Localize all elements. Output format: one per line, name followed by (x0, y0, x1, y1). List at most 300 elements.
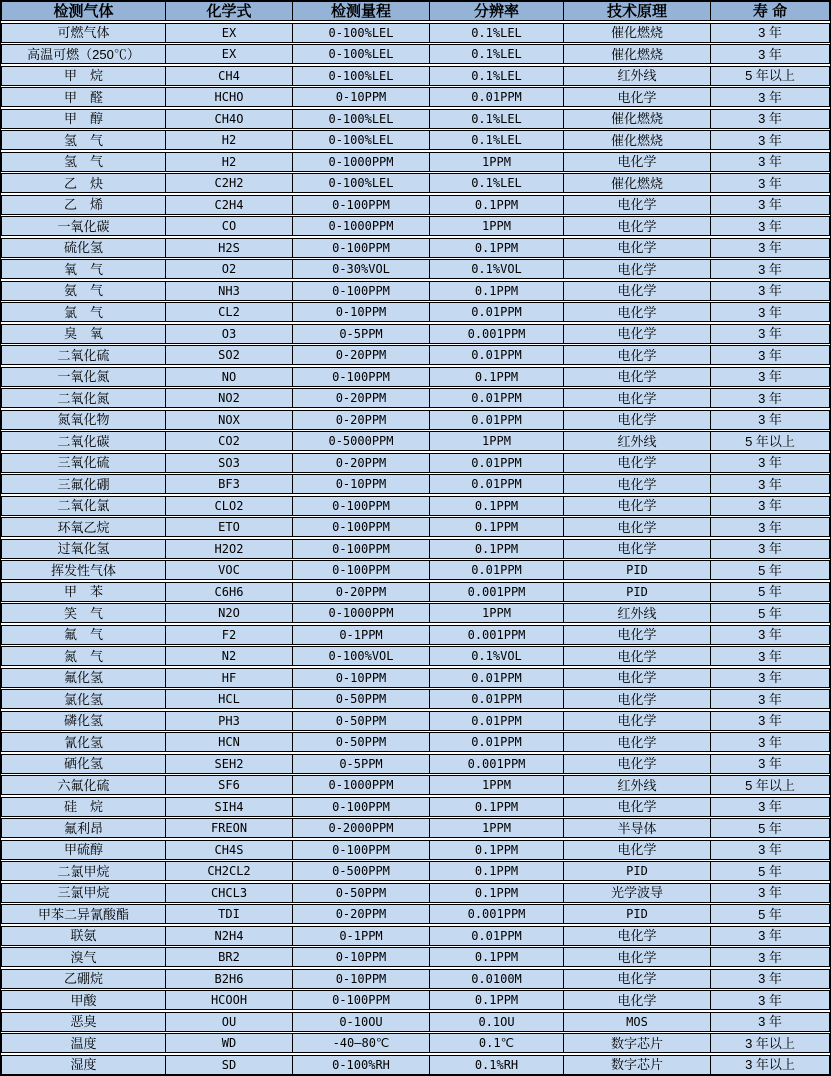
resolution-cell: 0.01PPM (430, 927, 564, 945)
lifespan-cell: 5 年 (758, 863, 782, 879)
resolution-cell: 0.001PPM (430, 626, 564, 644)
principle-cell: 红外线 (564, 604, 711, 622)
lifespan-cell: 3 年 (758, 154, 782, 169)
table-row (1, 560, 830, 580)
resolution-cell: 1PPM (430, 819, 564, 837)
principle-cell: 红外线 (564, 432, 711, 450)
lifespan-cell: 5 年以上 (745, 777, 795, 793)
lifespan-cell: 3 年以上 (745, 1057, 795, 1072)
formula-cell: C6H6 (166, 583, 293, 601)
lifespan-cell: 3 年 (758, 175, 782, 191)
resolution-cell: 0.01PPM (430, 733, 564, 751)
principle-cell: 电化学 (564, 368, 711, 386)
formula-cell: BR2 (166, 948, 293, 966)
resolution-cell: 0.1PPM (430, 368, 564, 386)
gas-name-cell: 一氧化碳 (2, 217, 166, 235)
resolution-cell: 0.1PPM (430, 518, 564, 536)
table-row (1, 754, 830, 774)
range-cell: 0-50PPM (293, 712, 430, 730)
principle-cell: 电化学 (564, 626, 711, 644)
formula-cell: HF (166, 669, 293, 687)
lifespan-cell: 5 年以上 (745, 68, 795, 83)
lifespan-cell: 3 年 (758, 949, 782, 965)
range-cell: 0-100%LEL (293, 110, 430, 128)
formula-cell: NH3 (166, 282, 293, 300)
range-cell: 0-20PPM (293, 905, 430, 923)
gas-name-cell: 臭 氧 (2, 325, 166, 343)
principle-cell: 电化学 (564, 690, 711, 708)
resolution-cell: 0.1OU (430, 1013, 564, 1031)
formula-cell: CH4S (166, 841, 293, 859)
gas-name-cell: 甲 醛 (2, 88, 166, 106)
resolution-cell: 1PPM (430, 776, 564, 794)
formula-cell: CH2CL2 (166, 862, 293, 880)
resolution-cell: 0.01PPM (430, 669, 564, 687)
lifespan-cell: 5 年 (758, 605, 782, 621)
principle-cell: 电化学 (564, 733, 711, 751)
resolution-cell: 0.01PPM (430, 303, 564, 321)
table-row (1, 216, 830, 236)
lifespan-cell: 3 年 (758, 369, 782, 384)
gas-name-cell: 二氧化硫 (2, 346, 166, 364)
resolution-cell: 1PPM (430, 153, 564, 171)
formula-cell: SD (166, 1056, 293, 1074)
principle-cell: 催化燃烧 (564, 174, 711, 192)
formula-cell: H2O2 (166, 540, 293, 558)
range-cell: 0-100%LEL (293, 67, 430, 85)
lifespan-cell: 3 年 (758, 218, 782, 234)
formula-cell: CH4 (166, 67, 293, 85)
resolution-cell: 0.001PPM (430, 755, 564, 773)
range-cell: 0-20PPM (293, 583, 430, 601)
formula-cell: CL2 (166, 303, 293, 321)
lifespan-cell: 3 年 (758, 713, 782, 728)
gas-name-cell: 湿度 (2, 1056, 166, 1074)
range-cell: 0-100PPM (293, 561, 430, 579)
principle-cell: 电化学 (564, 755, 711, 773)
resolution-cell: 0.01PPM (430, 389, 564, 407)
principle-cell: 电化学 (564, 389, 711, 407)
table-row (1, 582, 830, 602)
table-row (1, 474, 830, 494)
range-cell: 0-20PPM (293, 389, 430, 407)
table-row (1, 324, 830, 344)
resolution-cell: 0.1PPM (430, 239, 564, 257)
lifespan-cell: 3 年 (758, 799, 782, 814)
principle-cell: 电化学 (564, 841, 711, 859)
range-cell: 0-100PPM (293, 798, 430, 816)
lifespan-cell: 3 年 (758, 455, 782, 470)
principle-cell: 电化学 (564, 153, 711, 171)
formula-cell: HCHO (166, 88, 293, 106)
resolution-cell: 0.01PPM (430, 712, 564, 730)
lifespan-cell: 3 年 (758, 691, 782, 707)
formula-cell: O3 (166, 325, 293, 343)
gas-name-cell: 二氧化氮 (2, 389, 166, 407)
formula-cell: N2 (166, 647, 293, 665)
lifespan-cell: 3 年 (758, 111, 782, 126)
range-cell: 0-5PPM (293, 325, 430, 343)
principle-cell: 数字芯片 (564, 1034, 711, 1052)
gas-name-cell: 甲苯二异氰酸酯 (2, 905, 166, 923)
table-row (1, 969, 830, 989)
principle-cell: 电化学 (564, 647, 711, 665)
principle-cell: 电化学 (564, 970, 711, 988)
range-cell: 0-100PPM (293, 540, 430, 558)
formula-cell: O2 (166, 260, 293, 278)
resolution-cell: 0.1%VOL (430, 647, 564, 665)
table-row (1, 23, 830, 43)
lifespan-cell: 3 年 (758, 197, 782, 212)
gas-name-cell: 甲 烷 (2, 67, 166, 85)
range-cell: 0-100PPM (293, 991, 430, 1009)
resolution-cell: 0.01PPM (430, 561, 564, 579)
gas-name-cell: 三氯甲烷 (2, 884, 166, 902)
table-row (1, 861, 830, 881)
principle-cell: 电化学 (564, 798, 711, 816)
formula-cell: F2 (166, 626, 293, 644)
lifespan-cell: 5 年 (758, 820, 782, 836)
range-cell: 0-50PPM (293, 884, 430, 902)
table-row (1, 947, 830, 967)
lifespan-cell: 5 年以上 (745, 433, 795, 449)
gas-name-cell: 甲 苯 (2, 583, 166, 601)
table-row (1, 109, 830, 129)
range-cell: 0-2000PPM (293, 819, 430, 837)
table-row (1, 539, 830, 559)
resolution-cell: 1PPM (430, 604, 564, 622)
formula-cell: EX (166, 45, 293, 63)
column-header-gas: 检测气体 (2, 2, 166, 20)
table-row (1, 302, 830, 322)
resolution-cell: 0.1%LEL (430, 45, 564, 63)
gas-name-cell: 氮 气 (2, 647, 166, 665)
table-row (1, 152, 830, 172)
lifespan-cell: 3 年 (758, 46, 782, 62)
principle-cell: 电化学 (564, 669, 711, 687)
range-cell: 0-50PPM (293, 690, 430, 708)
range-cell: 0-100%VOL (293, 647, 430, 665)
formula-cell: CLO2 (166, 497, 293, 515)
lifespan-cell: 3 年 (758, 347, 782, 363)
resolution-cell: 0.1℃ (430, 1034, 564, 1052)
gas-name-cell: 温度 (2, 1034, 166, 1052)
principle-cell: 电化学 (564, 927, 711, 945)
range-cell: 0-10OU (293, 1013, 430, 1031)
range-cell: 0-10PPM (293, 475, 430, 493)
principle-cell: 催化燃烧 (564, 131, 711, 149)
principle-cell: 电化学 (564, 712, 711, 730)
range-cell: 0-100PPM (293, 368, 430, 386)
range-cell: 0-10PPM (293, 948, 430, 966)
resolution-cell: 0.1PPM (430, 196, 564, 214)
resolution-cell: 0.001PPM (430, 583, 564, 601)
formula-cell: CHCL3 (166, 884, 293, 902)
table-row (1, 883, 830, 903)
principle-cell: 电化学 (564, 239, 711, 257)
formula-cell: H2 (166, 131, 293, 149)
resolution-cell: 0.1%LEL (430, 67, 564, 85)
gas-name-cell: 甲硫醇 (2, 841, 166, 859)
table-row (1, 66, 830, 86)
range-cell: 0-10PPM (293, 970, 430, 988)
table-row (1, 281, 830, 301)
table-row (1, 367, 830, 387)
principle-cell: 电化学 (564, 282, 711, 300)
resolution-cell: 0.1PPM (430, 841, 564, 859)
gas-name-cell: 可燃气体 (2, 24, 166, 42)
range-cell: 0-100%RH (293, 1056, 430, 1074)
gas-name-cell: 氟 气 (2, 626, 166, 644)
gas-name-cell: 氧 气 (2, 260, 166, 278)
table-row (1, 345, 830, 365)
gas-name-cell: 三氧化硫 (2, 454, 166, 472)
formula-cell: HCL (166, 690, 293, 708)
gas-name-cell: 一氧化氮 (2, 368, 166, 386)
gas-name-cell: 三氟化硼 (2, 475, 166, 493)
resolution-cell: 0.1%LEL (430, 131, 564, 149)
range-cell: 0-100PPM (293, 196, 430, 214)
principle-cell: 电化学 (564, 325, 711, 343)
resolution-cell: 0.1PPM (430, 948, 564, 966)
table-row (1, 646, 830, 666)
formula-cell: NO2 (166, 389, 293, 407)
table-row (1, 453, 830, 473)
formula-cell: N2H4 (166, 927, 293, 945)
resolution-cell: 0.1PPM (430, 884, 564, 902)
lifespan-cell: 3 年 (758, 842, 782, 857)
table-row (1, 496, 830, 516)
lifespan-cell: 3 年 (758, 132, 782, 148)
range-cell: 0-30%VOL (293, 260, 430, 278)
table-row (1, 797, 830, 817)
table-row (1, 732, 830, 752)
range-cell: 0-10PPM (293, 669, 430, 687)
formula-cell: OU (166, 1013, 293, 1031)
lifespan-cell: 3 年 (758, 1014, 782, 1029)
range-cell: 0-50PPM (293, 733, 430, 751)
resolution-cell: 0.01PPM (430, 346, 564, 364)
lifespan-cell: 3 年 (758, 25, 782, 40)
formula-cell: SO2 (166, 346, 293, 364)
formula-cell: ETO (166, 518, 293, 536)
table-row (1, 87, 830, 107)
gas-name-cell: 环氧乙烷 (2, 518, 166, 536)
gas-name-cell: 笑 气 (2, 604, 166, 622)
table-row (1, 130, 830, 150)
range-cell: 0-100%LEL (293, 24, 430, 42)
gas-name-cell: 硫化氢 (2, 239, 166, 257)
principle-cell: 电化学 (564, 518, 711, 536)
range-cell: 0-1PPM (293, 626, 430, 644)
lifespan-cell: 3 年以上 (745, 1035, 795, 1051)
resolution-cell: 0.1%LEL (430, 24, 564, 42)
range-cell: 0-500PPM (293, 862, 430, 880)
principle-cell: 电化学 (564, 454, 711, 472)
gas-name-cell: 氢 气 (2, 131, 166, 149)
gas-name-cell: 硅 烷 (2, 798, 166, 816)
formula-cell: C2H4 (166, 196, 293, 214)
range-cell: 0-10PPM (293, 303, 430, 321)
table-row (1, 625, 830, 645)
lifespan-cell: 3 年 (758, 519, 782, 535)
principle-cell: 红外线 (564, 776, 711, 794)
table-row (1, 238, 830, 258)
resolution-cell: 0.001PPM (430, 325, 564, 343)
lifespan-cell: 3 年 (758, 734, 782, 750)
lifespan-cell: 5 年 (758, 584, 782, 599)
principle-cell: 电化学 (564, 260, 711, 278)
principle-cell: PID (564, 561, 711, 579)
table-row (1, 926, 830, 946)
range-cell: 0-100%LEL (293, 131, 430, 149)
table-row (1, 775, 830, 795)
formula-cell: SF6 (166, 776, 293, 794)
gas-name-cell: 二氧化碳 (2, 432, 166, 450)
principle-cell: 电化学 (564, 497, 711, 515)
formula-cell: HCN (166, 733, 293, 751)
principle-cell: 电化学 (564, 217, 711, 235)
resolution-cell: 0.1PPM (430, 798, 564, 816)
resolution-cell: 0.1PPM (430, 991, 564, 1009)
gas-name-cell: 二氯甲烷 (2, 862, 166, 880)
formula-cell: FREON (166, 819, 293, 837)
gas-name-cell: 过氧化氢 (2, 540, 166, 558)
principle-cell: 电化学 (564, 540, 711, 558)
range-cell: 0-100PPM (293, 518, 430, 536)
formula-cell: CH4O (166, 110, 293, 128)
range-cell: -40—80℃ (293, 1034, 430, 1052)
principle-cell: 电化学 (564, 411, 711, 429)
lifespan-cell: 3 年 (758, 240, 782, 255)
gas-name-cell: 六氟化硫 (2, 776, 166, 794)
principle-cell: 红外线 (564, 67, 711, 85)
lifespan-cell: 3 年 (758, 283, 782, 298)
table-row (1, 711, 830, 731)
table-row (1, 904, 830, 924)
gas-name-cell: 氟化氢 (2, 669, 166, 687)
principle-cell: 半导体 (564, 819, 711, 837)
principle-cell: PID (564, 905, 711, 923)
principle-cell: 电化学 (564, 196, 711, 214)
table-row (1, 410, 830, 430)
principle-cell: 催化燃烧 (564, 45, 711, 63)
range-cell: 0-1000PPM (293, 217, 430, 235)
range-cell: 0-10PPM (293, 88, 430, 106)
lifespan-cell: 3 年 (758, 885, 782, 900)
resolution-cell: 0.01PPM (430, 690, 564, 708)
formula-cell: H2 (166, 153, 293, 171)
formula-cell: WD (166, 1034, 293, 1052)
range-cell: 0-5000PPM (293, 432, 430, 450)
lifespan-cell: 3 年 (758, 541, 782, 556)
principle-cell: PID (564, 862, 711, 880)
range-cell: 0-100%LEL (293, 45, 430, 63)
lifespan-cell: 3 年 (758, 992, 782, 1008)
range-cell: 0-100PPM (293, 239, 430, 257)
range-cell: 0-100PPM (293, 841, 430, 859)
lifespan-cell: 5 年 (758, 562, 782, 578)
lifespan-cell: 3 年 (758, 89, 782, 105)
gas-name-cell: 磷化氢 (2, 712, 166, 730)
formula-cell: N2O (166, 604, 293, 622)
principle-cell: 电化学 (564, 991, 711, 1009)
resolution-cell: 0.1PPM (430, 862, 564, 880)
principle-cell: 电化学 (564, 948, 711, 966)
table-row (1, 603, 830, 623)
column-header-lifespan: 寿 命 (752, 2, 788, 20)
principle-cell: PID (564, 583, 711, 601)
range-cell: 0-100PPM (293, 282, 430, 300)
resolution-cell: 0.01PPM (430, 454, 564, 472)
gas-name-cell: 挥发性气体 (2, 561, 166, 579)
range-cell: 0-1000PPM (293, 776, 430, 794)
formula-cell: PH3 (166, 712, 293, 730)
resolution-cell: 0.0100M (430, 970, 564, 988)
gas-name-cell: 联氨 (2, 927, 166, 945)
formula-cell: SIH4 (166, 798, 293, 816)
resolution-cell: 0.1%LEL (430, 110, 564, 128)
lifespan-cell: 3 年 (758, 971, 782, 986)
range-cell: 0-100%LEL (293, 174, 430, 192)
range-cell: 0-1000PPM (293, 604, 430, 622)
resolution-cell: 0.01PPM (430, 88, 564, 106)
gas-name-cell: 硒化氢 (2, 755, 166, 773)
lifespan-cell: 3 年 (758, 412, 782, 427)
resolution-cell: 0.1%RH (430, 1056, 564, 1074)
lifespan-cell: 3 年 (758, 627, 782, 642)
lifespan-cell: 3 年 (758, 498, 782, 513)
principle-cell: 催化燃烧 (564, 24, 711, 42)
range-cell: 0-100PPM (293, 497, 430, 515)
formula-cell: TDI (166, 905, 293, 923)
resolution-cell: 0.1PPM (430, 497, 564, 515)
table-row (1, 195, 830, 215)
lifespan-cell: 3 年 (758, 670, 782, 685)
table-row (1, 173, 830, 193)
formula-cell: EX (166, 24, 293, 42)
formula-cell: SO3 (166, 454, 293, 472)
principle-cell: 电化学 (564, 346, 711, 364)
principle-cell: 电化学 (564, 475, 711, 493)
principle-cell: 催化燃烧 (564, 110, 711, 128)
lifespan-cell: 3 年 (758, 476, 782, 492)
range-cell: 0-20PPM (293, 411, 430, 429)
range-cell: 0-20PPM (293, 454, 430, 472)
table-row (1, 818, 830, 838)
gas-name-cell: 恶臭 (2, 1013, 166, 1031)
lifespan-cell: 3 年 (758, 304, 782, 320)
range-cell: 0-1PPM (293, 927, 430, 945)
range-cell: 0-5PPM (293, 755, 430, 773)
resolution-cell: 0.001PPM (430, 905, 564, 923)
formula-cell: B2H6 (166, 970, 293, 988)
lifespan-cell: 3 年 (758, 648, 782, 664)
column-header-range: 检测量程 (293, 2, 430, 20)
table-row (1, 517, 830, 537)
resolution-cell: 0.1PPM (430, 540, 564, 558)
column-header-formula: 化学式 (166, 2, 293, 20)
column-header-principle: 技术原理 (564, 2, 711, 20)
table-row (1, 388, 830, 408)
gas-name-cell: 乙硼烷 (2, 970, 166, 988)
column-header-resolution: 分辨率 (430, 2, 564, 20)
principle-cell: MOS (564, 1013, 711, 1031)
formula-cell: CO2 (166, 432, 293, 450)
lifespan-cell: 5 年 (758, 906, 782, 922)
gas-name-cell: 乙 烯 (2, 196, 166, 214)
formula-cell: H2S (166, 239, 293, 257)
